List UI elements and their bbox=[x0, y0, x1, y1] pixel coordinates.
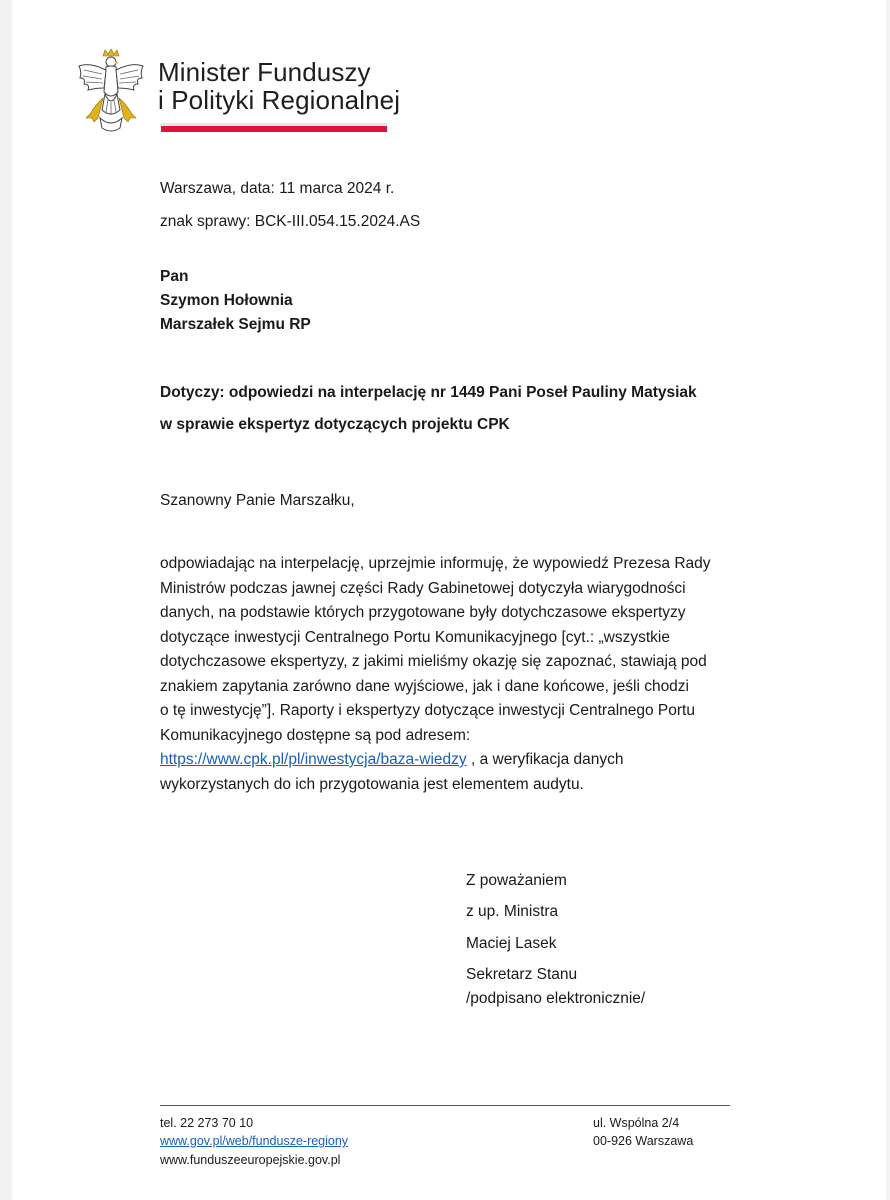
addressee-title: Pan bbox=[160, 268, 189, 285]
body-line: odpowiadając na interpelację, uprzejmie informuję, że wypowiedź Prezesa Rady bbox=[160, 555, 711, 572]
body-line: Ministrów podczas jawnej części Rady Gabinetowej dotyczyła wiarygodności bbox=[160, 579, 686, 597]
footer-city: 00-926 Warszawa bbox=[593, 1134, 694, 1148]
body-line: znakiem zapytania zarówno dane wyjściowe, jak i dane końcowe, jeśli chodzi bbox=[160, 677, 689, 695]
footer-street: ul. Wspólna 2/4 bbox=[593, 1116, 680, 1130]
signature-name: Maciej Lasek bbox=[466, 935, 557, 952]
page-left-edge bbox=[0, 0, 12, 1200]
subject-line-1: Dotyczy: odpowiedzi na interpelację nr 1449 Pani Poseł Pauliny Matysiak bbox=[160, 384, 697, 401]
signature-on-behalf: z up. Ministra bbox=[466, 903, 559, 920]
signature-note: /podpisano elektronicznie/ bbox=[466, 990, 646, 1007]
signature-title: Sekretarz Stanu bbox=[466, 966, 578, 983]
body-line: wykorzystanych do ich przygotowania jest elementem audytu. bbox=[160, 775, 584, 793]
body-link-suffix: , a weryfikacja danych bbox=[466, 751, 624, 768]
case-number: znak sprawy: BCK-III.054.15.2024.AS bbox=[160, 213, 421, 230]
greeting: Szanowny Panie Marszałku, bbox=[160, 492, 355, 509]
body-line: o tę inwestycję”]. Raporty i ekspertyzy dotyczące inwestycji Centralnego Portu bbox=[160, 702, 695, 719]
body-line: dotyczące inwestycji Centralnego Portu Komunikacyjnego [cyt.: „wszystkie bbox=[160, 628, 670, 646]
place-date: Warszawa, data: 11 marca 2024 r. bbox=[160, 180, 395, 197]
signature-closing: Z poważaniem bbox=[466, 872, 567, 889]
footer-website-eu-funds: www.funduszeeuropejskie.gov.pl bbox=[160, 1153, 341, 1167]
flag-red-stripe bbox=[161, 126, 387, 132]
addressee-position: Marszałek Sejmu RP bbox=[160, 316, 311, 333]
page-right-edge bbox=[886, 0, 890, 1200]
footer-website-gov-link[interactable]: www.gov.pl/web/fundusze-regiony bbox=[160, 1134, 349, 1148]
body-line: Komunikacyjnego dostępne są pod adresem: bbox=[160, 726, 471, 744]
body-line: dotychczasowe ekspertyzy, z jakimi mieliśmy okazję się zapoznać, stawiają pod bbox=[160, 653, 707, 670]
footer-divider bbox=[160, 1105, 730, 1106]
subject-line-2: w sprawie ekspertyz dotyczących projektu CPK bbox=[160, 416, 510, 433]
letter-body bbox=[160, 552, 735, 797]
body-line: danych, na podstawie których przygotowane były dotychczasowe ekspertyzy bbox=[160, 604, 686, 621]
ministry-name-line-1: Minister Funduszy bbox=[158, 57, 371, 87]
body-line-with-link bbox=[160, 748, 735, 773]
polish-flag-bar bbox=[161, 123, 387, 133]
ministry-name-line-2: i Polityki Regionalnej bbox=[158, 85, 401, 115]
ministry-name bbox=[158, 58, 400, 114]
cpk-knowledge-base-link[interactable]: https://www.cpk.pl/pl/inwestycja/baza-wiedzy bbox=[160, 751, 467, 768]
polish-eagle-emblem-icon bbox=[76, 48, 146, 134]
addressee-name: Szymon Hołownia bbox=[160, 292, 293, 309]
footer-phone: tel. 22 273 70 10 bbox=[160, 1116, 254, 1130]
